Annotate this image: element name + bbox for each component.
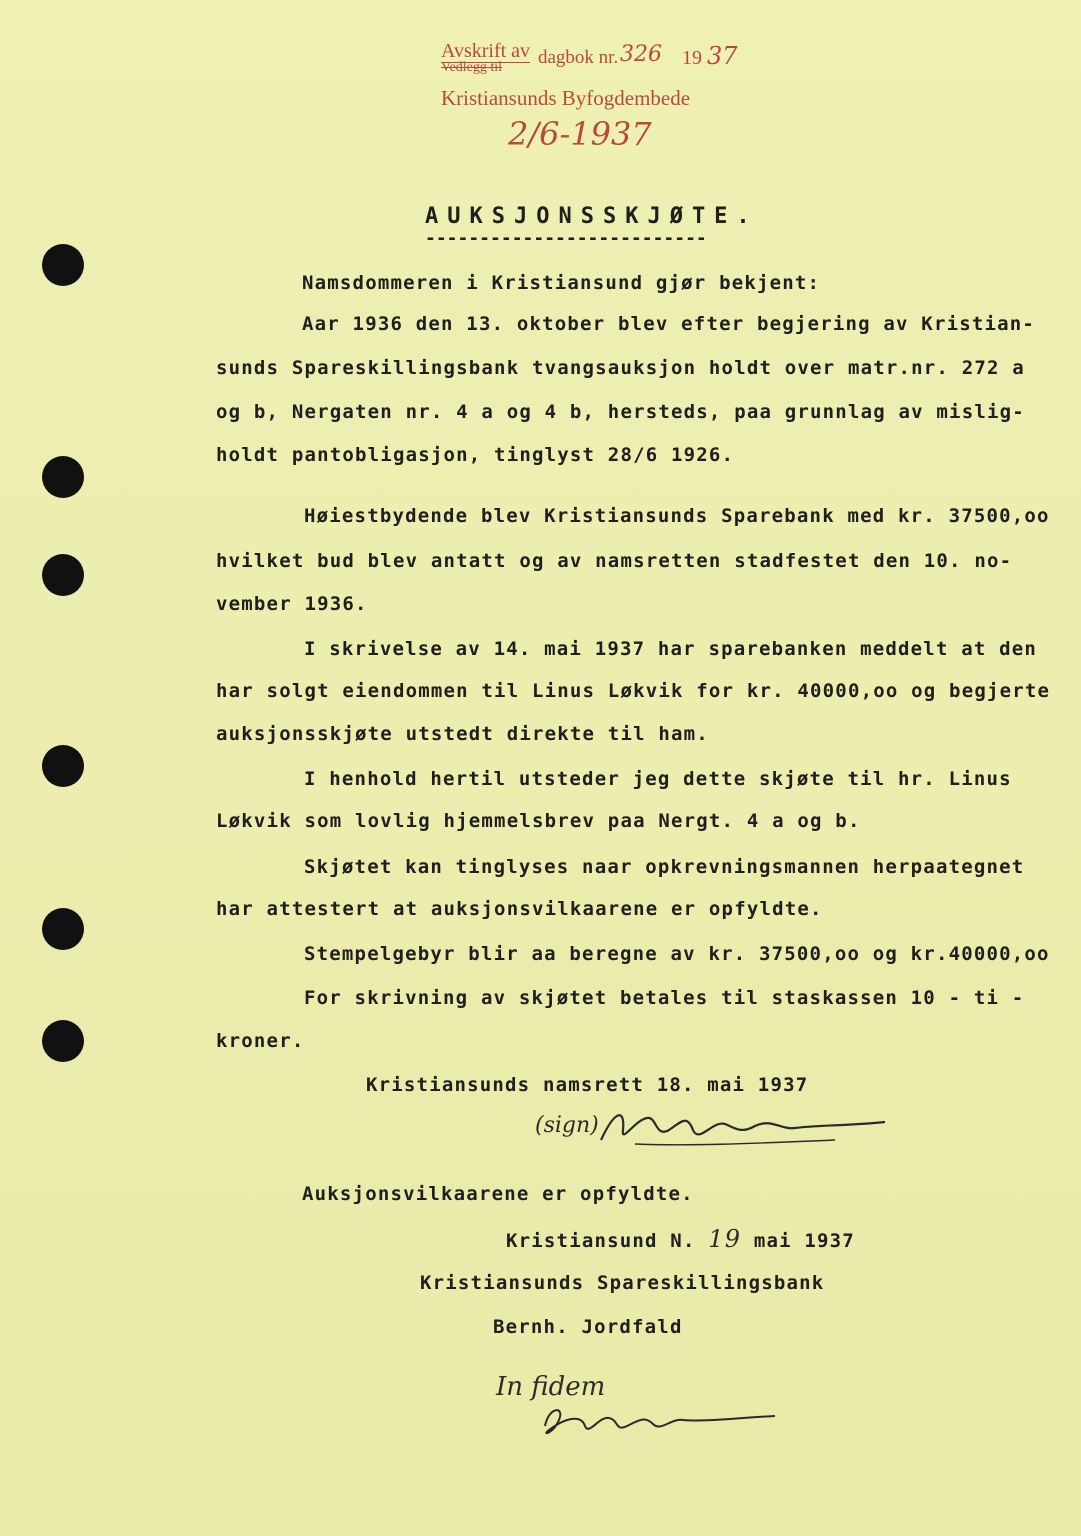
body-line: Stempelgebyr blir aa beregne av kr. 37500,oo og kr.40000,oo [304, 943, 1050, 965]
body-line: Aar 1936 den 13. oktober blev efter begjering av Kristian- [302, 313, 1036, 335]
stamp-year-prefix: 19 [682, 47, 702, 69]
body-line: sunds Spareskillingsbank tvangsauksjon holdt over matr.nr. 272 a [216, 357, 1025, 379]
title-rule: -------------------------- [425, 228, 707, 249]
bank-name: Kristiansunds Spareskillingsbank [420, 1272, 825, 1294]
court-date: Kristiansunds namsrett 18. mai 1937 [366, 1074, 809, 1096]
body-line: auksjonsskjøte utstedt direkte til ham. [216, 723, 709, 745]
document-title: AUKSJONSSKJØTE. [425, 204, 759, 229]
stamp-dagbok-label: dagbok nr. [538, 47, 619, 68]
body-line: For skrivning av skjøtet betales til staskassen 10 - ti - [304, 987, 1025, 1009]
year-suffix: 37 [707, 42, 738, 70]
body-line: hvilket bud blev antatt og av namsretten stadfestet den 10. no- [216, 550, 1013, 572]
punch-hole [42, 745, 84, 787]
signer-name: Bernh. Jordfald [493, 1316, 683, 1338]
stamp-avskrift-av: Avskrift av [441, 40, 531, 62]
month-year: mai 1937 [753, 1230, 855, 1252]
day-handwritten: 19 [708, 1225, 742, 1253]
place-prefix: Kristiansund N. [506, 1230, 696, 1252]
stamp-vedlegg-til: Vedlegg til [441, 60, 503, 75]
date-handwritten: 2/6-1937 [508, 115, 652, 153]
body-line: I skrivelse av 14. mai 1937 har sparebanken meddelt at den [304, 638, 1038, 660]
punch-hole [42, 244, 84, 286]
body-line: Namsdommeren i Kristiansund gjør bekjent: [302, 272, 821, 294]
attest-line: Auksjonsvilkaarene er opfyldte. [302, 1183, 694, 1205]
body-line: og b, Nergaten nr. 4 a og 4 b, hersteds, paa grunnlag av mislig- [216, 401, 1025, 423]
body-line: har attestert at auksjonsvilkaarene er opfyldte. [216, 898, 823, 920]
body-line: vember 1936. [216, 593, 368, 615]
final-signature-note: In fidem [496, 1372, 606, 1402]
body-line: I henhold hertil utsteder jeg dette skjøte til hr. Linus [304, 768, 1012, 790]
judge-signature [595, 1100, 895, 1160]
punch-hole [42, 456, 84, 498]
final-signature [535, 1396, 795, 1446]
body-line: kroner. [216, 1030, 305, 1052]
punch-hole [42, 1020, 84, 1062]
punch-hole [42, 554, 84, 596]
body-line: har solgt eiendommen til Linus Løkvik for kr. 40000,oo og begjerte [216, 680, 1051, 702]
signature-note: (sign) [535, 1113, 599, 1138]
punch-hole [42, 908, 84, 950]
place-date [506, 1225, 855, 1253]
body-line: Løkvik som lovlig hjemmelsbrev paa Nergt. 4 a og b. [216, 810, 861, 832]
dagbok-number: 326 [620, 42, 662, 67]
body-line: holdt pantobligasjon, tinglyst 28/6 1926. [216, 444, 735, 466]
body-line: Skjøtet kan tinglyses naar opkrevningsmannen herpaategnet [304, 856, 1025, 878]
stamp-office: Kristiansunds Byfogdembede [441, 86, 691, 110]
body-line: Høiestbydende blev Kristiansunds Sparebank med kr. 37500,oo [304, 505, 1050, 527]
